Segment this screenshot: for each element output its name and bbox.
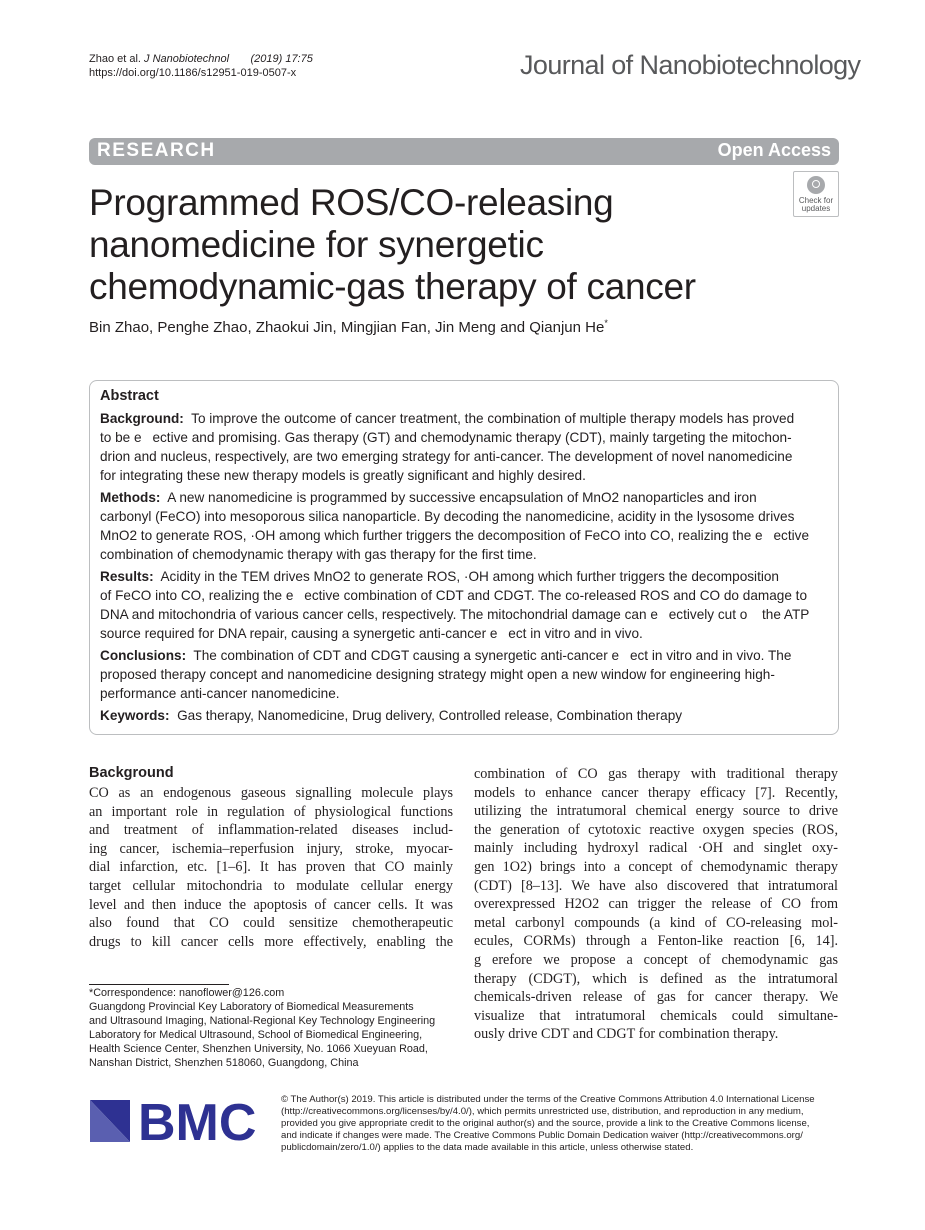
abstract-line: drion and nucleus, respectively, are two emerging strategy for anti-cancer. The development of novel nanomedicine bbox=[100, 449, 793, 464]
body-line: an important role in regulation of physiological functions bbox=[89, 803, 453, 820]
abstract-line: source required for DNA repair, causing a synergetic anti-cancer eect in vitro and in vivo. bbox=[100, 626, 643, 641]
license-line: (http://creativecommons.org/licenses/by/4.0/), which permits unrestricted use, distribution, and reproduction in any medium, bbox=[281, 1106, 804, 1117]
license-line: publicdomain/zero/1.0/) applies to the data made available in this article, unless otherwise stated. bbox=[281, 1142, 694, 1153]
body-line: and treatment of inflammation-related diseases includ- bbox=[89, 822, 453, 839]
keywords-text: Gas therapy, Nanomedicine, Drug delivery, Controlled release, Combination therapy bbox=[177, 708, 683, 723]
abstract-keywords bbox=[100, 706, 830, 725]
license-line: and indicate if changes were made. The Creative Commons Public Domain Dedication waiver (http://creativecommons.org/ bbox=[281, 1130, 803, 1141]
abstract-conclusions bbox=[100, 646, 830, 703]
abstract-line: performance anti-cancer nanomedicine. bbox=[100, 686, 340, 701]
footnote-line: and Ultrasound Imaging, National-Regional Key Technology Engineering bbox=[89, 1015, 436, 1027]
body-line: (CDT) [8–13]. We have also discovered that intratumoral bbox=[474, 877, 838, 894]
methods-label: Methods: bbox=[100, 490, 161, 505]
body-line: visualize that intratumoral chemicals could simultane- bbox=[474, 1007, 838, 1024]
title-line-2: nanomedicine for synergetic bbox=[89, 224, 544, 265]
citation-author: Zhao et al. bbox=[89, 53, 141, 65]
body-line: gen 1O2) brings into a concept of chemodynamic therapy bbox=[474, 858, 838, 875]
check-updates-label-1: Check for bbox=[798, 196, 834, 205]
check-for-updates-button[interactable] bbox=[793, 171, 839, 217]
license-line: © The Author(s) 2019. This article is distributed under the terms of the Creative Commons Attribution 4.0 International License bbox=[281, 1094, 815, 1105]
abstract-line: to be eective and promising. Gas therapy (GT) and chemodynamic therapy (CDT), mainly targeting the mitochon- bbox=[100, 430, 792, 445]
body-line: target cellular mitochondria to modulate cellular energy bbox=[89, 877, 453, 894]
corresponding-marker: * bbox=[604, 318, 608, 328]
abstract-line: for integrating these new therapy models is greatly significant and highly desired. bbox=[100, 468, 586, 483]
title-line-1: Programmed ROS/CO-releasing bbox=[89, 182, 614, 223]
journal-name: Journal of Nanobiotechnology bbox=[520, 50, 861, 80]
body-line: therapy (CDGT), which is defined as the intratumoral bbox=[474, 970, 838, 987]
abstract-line: of FeCO into CO, realizing the eective combination of CDT and CDGT. The co-released ROS and CO do damage to bbox=[100, 588, 808, 603]
body-line: ously drive CDT and CDGT for combination therapy. bbox=[474, 1026, 779, 1043]
check-updates-label-2: updates bbox=[801, 204, 831, 213]
body-right-column bbox=[474, 765, 838, 1044]
footnote-line: *Correspondence: nanoflower@126.com bbox=[89, 987, 285, 999]
abstract-line: To improve the outcome of cancer treatment, the combination of multiple therapy models has proved bbox=[191, 411, 795, 426]
author-names: Bin Zhao, Penghe Zhao, Zhaokui Jin, Mingjian Fan, Jin Meng and Qianjun He bbox=[89, 319, 605, 336]
body-line: ing cancer, ischemia–reperfusion injury, stroke, myocar- bbox=[89, 840, 453, 857]
body-line: dial infarction, etc. [1–6]. It has proven that CO mainly bbox=[89, 859, 453, 876]
abstract-line: DNA and mitochondria of various cancer cells, respectively. The mitochondrial damage can eectively cut o the ATP bbox=[100, 607, 810, 622]
results-label: Results: bbox=[100, 569, 154, 584]
abstract-line: MnO2 to generate ROS, ·OH among which further triggers the decomposition of FeCO into CO, realizing the eective bbox=[100, 528, 810, 543]
body-line: also found that CO could sensitize chemotherapeutic bbox=[89, 915, 453, 932]
abstract-results bbox=[100, 567, 830, 643]
footnote-line: Health Science Center, Shenzhen University, No. 1066 Xueyuan Road, bbox=[89, 1043, 428, 1055]
body-line: combination of CO gas therapy with traditional therapy bbox=[474, 766, 838, 782]
license-text bbox=[281, 1094, 841, 1154]
body-line: utilizing the intratumoral chemical energy source to drive bbox=[474, 803, 838, 820]
body-line: ecules, CORMs) through a Fenton-like reaction [6, 14]. bbox=[474, 933, 838, 950]
abstract-methods bbox=[100, 488, 830, 564]
abstract-heading: Abstract bbox=[100, 388, 159, 404]
abstract-line: A new nanomedicine is programmed by successive encapsulation of MnO2 nanoparticles and iron bbox=[167, 490, 757, 505]
abstract-line: Acidity in the TEM drives MnO2 to generate ROS, ·OH among which further triggers the decomposition bbox=[160, 569, 779, 584]
open-access-label: Open Access bbox=[717, 140, 831, 160]
license-line: provided you give appropriate credit to the original author(s) and the source, provide a link to the Creative Commons license, bbox=[281, 1118, 810, 1129]
article-title bbox=[89, 182, 769, 308]
section-heading: Background bbox=[89, 765, 174, 781]
body-line: mainly including hydroxyl radical ·OH and singlet oxy- bbox=[474, 840, 838, 857]
footnote-divider bbox=[89, 984, 229, 985]
abstract-background bbox=[100, 409, 830, 485]
conclusions-label: Conclusions: bbox=[100, 648, 187, 663]
keywords-label: Keywords: bbox=[100, 708, 170, 723]
bmc-logo bbox=[90, 1096, 265, 1146]
bmc-logo-text: BMC bbox=[138, 1096, 257, 1146]
abstract-line: proposed therapy concept and nanomedicine designing strategy might open a new window for engineering high- bbox=[100, 667, 775, 682]
footnote-line: Guangdong Provincial Key Laboratory of Biomedical Measurements bbox=[89, 1001, 414, 1013]
article-type-label: RESEARCH bbox=[97, 140, 216, 161]
author-list bbox=[89, 318, 608, 336]
correspondence-footnote bbox=[89, 986, 459, 1070]
body-line: overexpressed H2O2 can trigger the release of CO from bbox=[474, 896, 838, 913]
body-line: the generation of cytotoxic reactive oxygen species (ROS, bbox=[474, 821, 838, 838]
doi-link[interactable]: https://doi.org/10.1186/s12951-019-0507-x bbox=[89, 67, 297, 79]
abstract-box bbox=[89, 380, 839, 735]
abstract-line: combination of chemodynamic therapy with gas therapy for the first time. bbox=[100, 547, 537, 562]
body-line: level and then induce the apoptosis of cancer cells. It was bbox=[89, 896, 453, 913]
body-line: models to enhance cancer therapy efficacy [7]. Recently, bbox=[474, 784, 838, 801]
title-line-3: chemodynamic-gas therapy of cancer bbox=[89, 266, 696, 307]
footnote-line: Laboratory for Medical Ultrasound, School of Biomedical Engineering, bbox=[89, 1029, 423, 1041]
citation-year: (2019) 17:75 bbox=[250, 53, 313, 65]
abstract-line: carbonyl (FeCO) into mesoporous silica nanoparticle. By decoding the nanomedicine, acidity in the lysosome drives bbox=[100, 509, 795, 524]
abstract-line: The combination of CDT and CDGT causing a synergetic anti-cancer eect in vitro and in vivo. The bbox=[193, 648, 792, 663]
check-updates-icon bbox=[807, 176, 825, 194]
body-line: metal carbonyl compounds (a kind of CO-releasing mol- bbox=[474, 914, 838, 931]
citation-line bbox=[89, 52, 313, 66]
body-line: chemicals-driven release of gas for cancer therapy. We bbox=[474, 989, 838, 1006]
body-line: g erefore we propose a concept of chemodynamic gas bbox=[474, 951, 838, 968]
body-left-column bbox=[89, 765, 453, 951]
body-line: drugs to kill cancer cells more effectively, enabling the bbox=[89, 933, 453, 950]
citation-journal: J Nanobiotechnol bbox=[144, 53, 230, 65]
footnote-line: Nanshan District, Shenzhen 518060, Guangdong, China bbox=[89, 1057, 359, 1069]
background-label: Background: bbox=[100, 411, 184, 426]
body-line: CO as an endogenous gaseous signalling molecule plays bbox=[89, 785, 453, 801]
